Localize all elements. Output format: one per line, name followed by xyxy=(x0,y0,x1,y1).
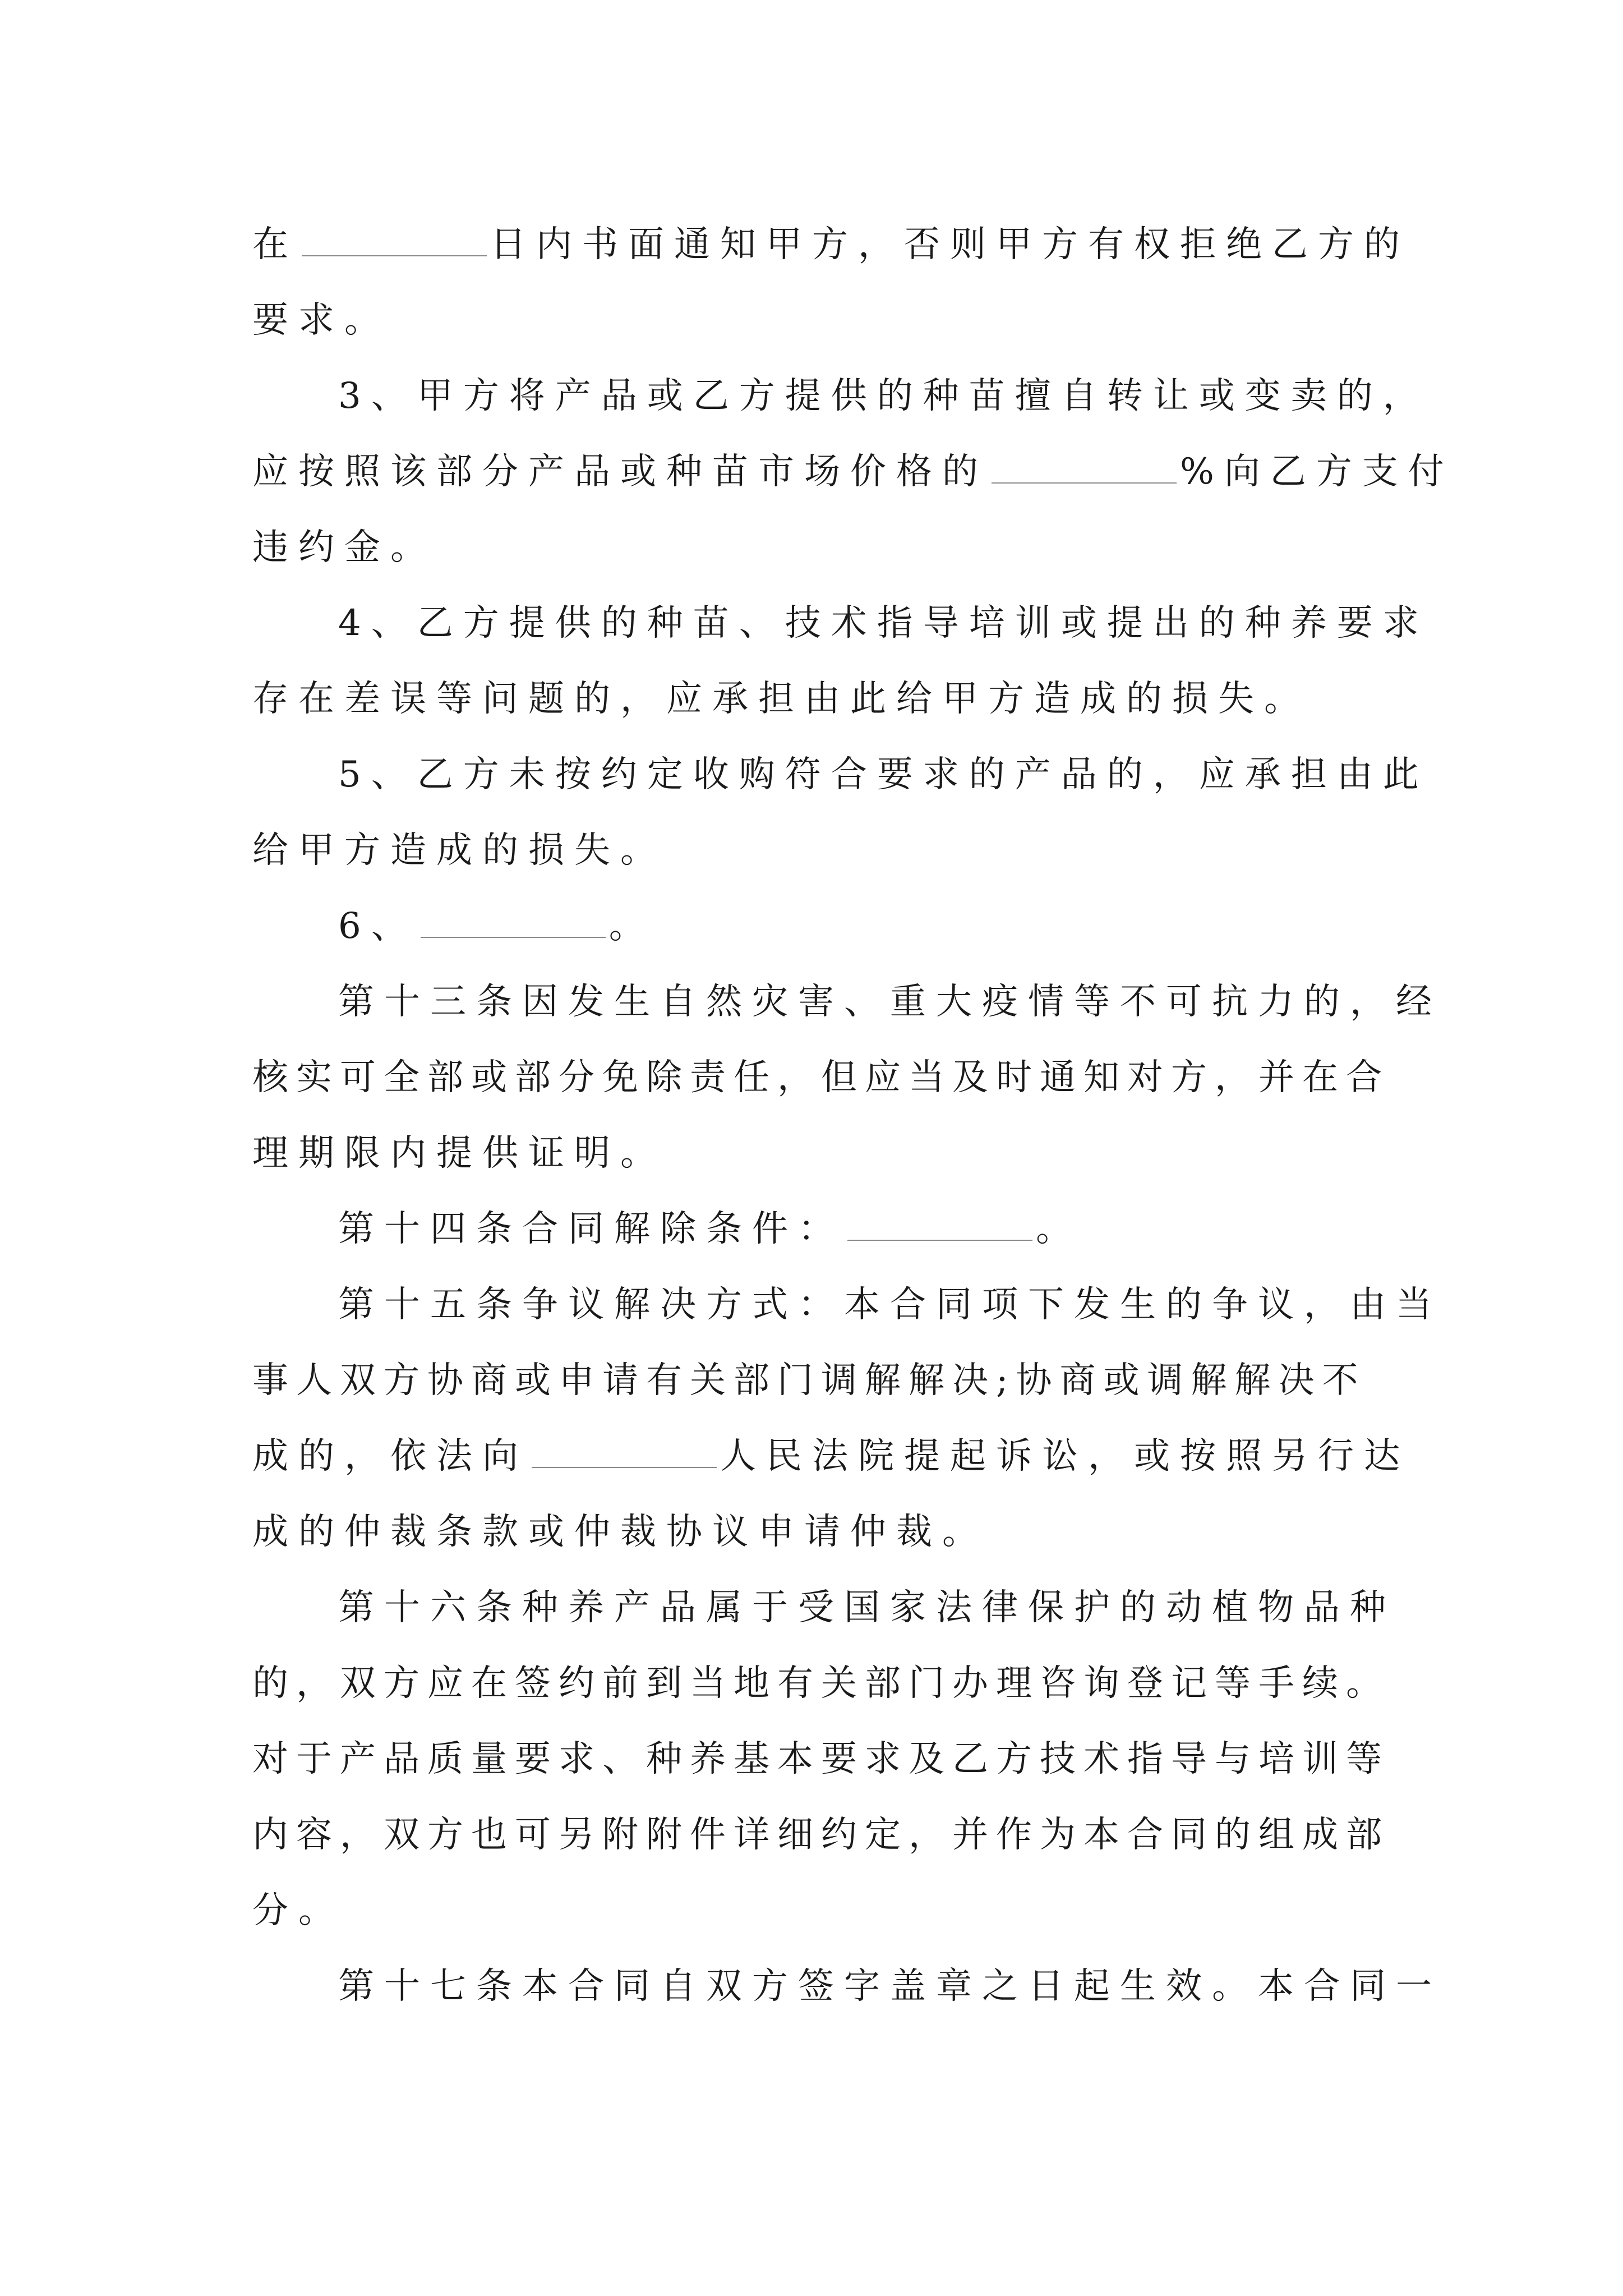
text-line xyxy=(252,441,1454,503)
text-segment: 成的，依法向 xyxy=(252,1435,528,1477)
text-segment: 第十五条争议解决方式：本合同项下发生的争议，由当 xyxy=(338,1284,1442,1326)
text-segment: 。 xyxy=(608,905,655,947)
text-segment: 4、乙方提供的种苗、技术指导培训或提出的种养要求 xyxy=(338,602,1429,644)
text-line xyxy=(252,1728,1390,1790)
text-segment: 分。 xyxy=(252,1890,344,1931)
text-line xyxy=(252,1047,1390,1108)
text-line xyxy=(338,895,1387,957)
text-segment: 给甲方造成的损失。 xyxy=(252,830,666,871)
text-segment: 要求。 xyxy=(252,300,390,341)
text-line xyxy=(338,1955,1442,2017)
text-line xyxy=(252,1804,1390,1866)
fill-in-blank xyxy=(302,223,487,256)
text-line xyxy=(252,820,1385,881)
text-segment: 6、 xyxy=(338,905,417,947)
text-segment: 核实可全部或部分免除责任，但应当及时通知对方，并在合 xyxy=(252,1057,1390,1098)
text-line xyxy=(252,1653,1390,1714)
text-segment: 第十六条种养产品属于受国家法律保护的动植物品种 xyxy=(338,1587,1396,1628)
text-line xyxy=(252,214,1410,275)
text-line xyxy=(338,1198,1387,1260)
text-line xyxy=(338,1577,1396,1639)
text-segment: 人民法院提起诉讼，或按照另行达 xyxy=(720,1435,1410,1477)
text-line xyxy=(252,289,1385,351)
text-line xyxy=(252,1880,1385,1941)
text-segment: 对于产品质量要求、种养基本要求及乙方技术指导与培训等 xyxy=(252,1738,1390,1780)
text-segment: 事人双方协商或申请有关部门调解解决;协商或调解解决不 xyxy=(252,1360,1366,1401)
text-segment: 违约金。 xyxy=(252,527,436,568)
text-line xyxy=(338,1274,1442,1336)
fill-in-blank xyxy=(992,450,1177,484)
text-segment: 第十三条因发生自然灾害、重大疫情等不可抗力的，经 xyxy=(338,981,1442,1023)
text-segment: 成的仲裁条款或仲裁协议申请仲裁。 xyxy=(252,1511,988,1553)
text-line xyxy=(252,1122,1385,1184)
text-segment: 第十七条本合同自双方签字盖章之日起生效。本合同一 xyxy=(338,1966,1442,2007)
fill-in-blank xyxy=(421,904,606,938)
text-line xyxy=(252,517,1385,578)
text-line xyxy=(338,365,1429,427)
text-segment: 的，双方应在签约前到当地有关部门办理咨询登记等手续。 xyxy=(252,1663,1390,1704)
fill-in-blank xyxy=(532,1434,717,1468)
text-segment: 。 xyxy=(1036,1208,1082,1250)
text-line xyxy=(252,1425,1410,1487)
text-line xyxy=(338,592,1429,654)
text-segment: %向乙方支付 xyxy=(1180,451,1454,493)
text-line xyxy=(252,1501,1385,1563)
text-line xyxy=(338,971,1442,1033)
text-segment: 理期限内提供证明。 xyxy=(252,1133,666,1174)
text-segment: 应按照该部分产品或种苗市场价格的 xyxy=(252,451,988,493)
text-line xyxy=(252,668,1385,730)
text-line xyxy=(252,1350,1385,1411)
text-segment: 存在差误等问题的，应承担由此给甲方造成的损失。 xyxy=(252,678,1310,720)
fill-in-blank xyxy=(847,1207,1032,1241)
text-segment: 3、甲方将产品或乙方提供的种苗擅自转让或变卖的， xyxy=(338,375,1429,417)
text-segment: 5、乙方未按约定收购符合要求的产品的，应承担由此 xyxy=(338,754,1429,795)
text-segment: 第十四条合同解除条件： xyxy=(338,1208,844,1250)
text-segment: 日内书面通知甲方，否则甲方有权拒绝乙方的 xyxy=(490,224,1410,265)
text-line xyxy=(338,744,1429,806)
text-segment: 在 xyxy=(252,224,298,265)
text-segment: 内容，双方也可另附附件详细约定，并作为本合同的组成部 xyxy=(252,1814,1390,1856)
